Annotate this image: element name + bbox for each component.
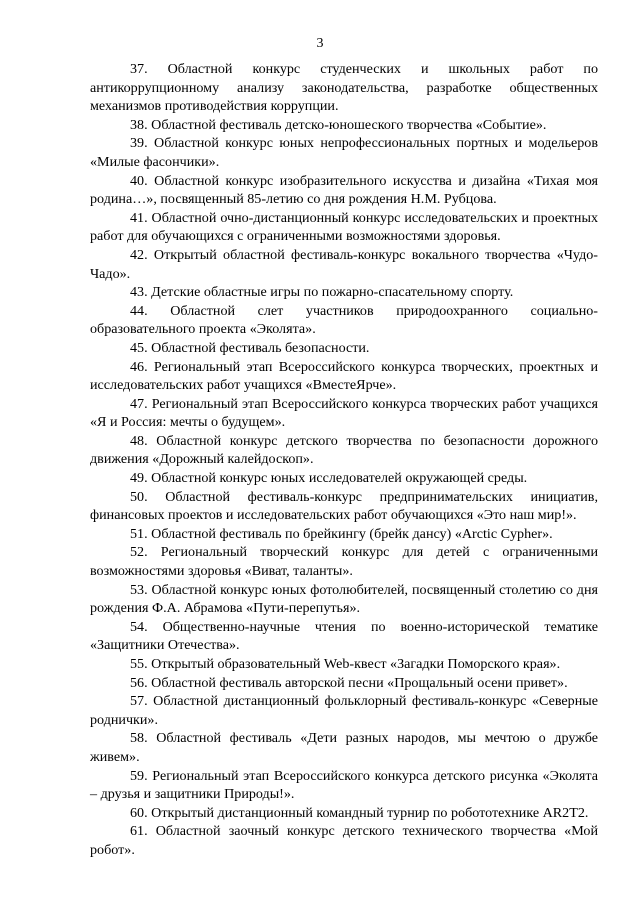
list-item: 49. Областной конкурс юных исследователей окружающей среды.	[130, 470, 528, 487]
page-number: 3	[316, 36, 324, 51]
list-item: 59. Региональный этап Всероссийского конкурса детского рисунка «Эколята – друзья и защитники Природы!».	[90, 767, 598, 803]
list-item: 56. Областной фестиваль авторской песни «Прощальный осени привет».	[130, 674, 568, 691]
list-item: 52. Региональный творческий конкурс для детей с ограниченными возможностями здоровья «Виват, таланты».	[90, 544, 598, 580]
list-item: 45. Областной фестиваль безопасности.	[130, 339, 370, 356]
list-item: 50. Областной фестиваль-конкурс предпринимательских инициатив, финансовых проектов и исследовательских работ обучающихся «Это наш мир!».	[90, 488, 598, 524]
list-item: 60. Открытый дистанционный командный турнир по робототехнике AR2T2.	[130, 804, 589, 821]
list-item: 41. Областной очно-дистанционный конкурс исследовательских и проектных работ для обучающихся с ограниченными возможностями здоровья.	[90, 209, 598, 245]
list-item: 43. Детские областные игры по пожарно-спасательному спорту.	[130, 284, 514, 301]
list-item: 58. Областной фестиваль «Дети разных народов, мы мечтою о дружбе живем».	[90, 730, 598, 765]
event-list	[90, 60, 598, 860]
list-item: 61. Областной заочный конкурс детского технического творчества «Мой робот».	[90, 823, 598, 858]
list-item: 37. Областной конкурс студенческих и школьных работ по антикоррупционному анализу законодательства, разработке общественных механизмов противодействия коррупции.	[90, 61, 598, 115]
list-item: 54. Общественно-научные чтения по военно-исторической тематике «Защитники Отечества».	[90, 618, 598, 654]
list-item: 46. Региональный этап Всероссийского конкурса творческих, проектных и исследовательских работ учащихся «ВместеЯрче».	[90, 358, 598, 394]
list-item: 48. Областной конкурс детского творчества по безопасности дорожного движения «Дорожный калейдоскоп».	[90, 432, 598, 468]
list-item: 55. Открытый образовательный Web-квест «Загадки Поморского края».	[130, 656, 561, 672]
list-item: 40. Областной конкурс изобразительного искусства и дизайна «Тихая моя родина…», посвященный 85-летию со дня рождения Н.М. Рубцова.	[90, 172, 598, 208]
list-item: 51. Областной фестиваль по брейкингу (брейк дансу) «Arctic Cypher».	[130, 525, 553, 542]
list-item: 42. Открытый областной фестиваль-конкурс вокального творчества «Чудо-Чадо».	[90, 246, 598, 282]
list-item: 38. Областной фестиваль детско-юношеского творчества «Событие».	[130, 116, 547, 133]
list-item: 53. Областной конкурс юных фотолюбителей, посвященный столетию со дня рождения Ф.А. Абрамова «Пути-перепутья».	[90, 581, 598, 617]
list-item: 57. Областной дистанционный фольклорный фестиваль-конкурс «Северные роднички».	[90, 693, 598, 728]
list-item: 44. Областной слет участников природоохранного социально-образовательного проекта «Эколята».	[90, 302, 598, 338]
list-item: 47. Региональный этап Всероссийского конкурса творческих работ учащихся «Я и Россия: мечты о будущем».	[90, 395, 598, 431]
list-item: 39. Областной конкурс юных непрофессиональных портных и модельеров «Милые фасончики».	[90, 135, 598, 170]
